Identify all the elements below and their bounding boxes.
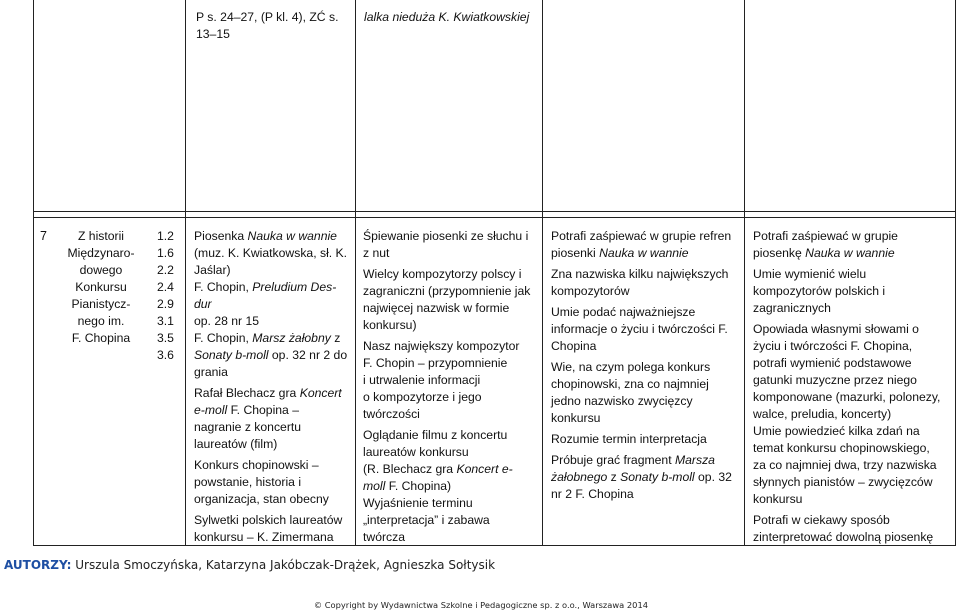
topic-line: Konkursu (75, 280, 127, 294)
text-line: zagraniczni (przypomnienie jak (363, 284, 531, 298)
text-line: (R. Blechacz gra Koncert e- (363, 462, 513, 476)
grid-line (955, 0, 956, 546)
requirement-item: Umie podać najważniejsze (551, 305, 696, 319)
prelude-entry: F. Chopin, Preludium Des- (194, 280, 337, 294)
text-line: grania (194, 365, 228, 379)
grid-line (33, 211, 956, 212)
authors-label: AUTORZY: (4, 558, 72, 572)
requirement-item: Wie, na czym polega konkurs (551, 360, 711, 374)
contest-entry: Konkurs chopinowski – (194, 458, 319, 472)
copyright-note: © Copyright by Wydawnictwa Szkolne i Pedagogiczne sp. z o.o., Warszawa 2014 (313, 600, 648, 610)
authors-line (4, 557, 495, 574)
march-entry: F. Chopin, Marsz żałobny z (194, 331, 341, 345)
text-line: życiu i twórczości F. Chopina, (753, 339, 913, 353)
text-line: i utrwalenie informacji (363, 373, 481, 387)
text-line: najwięcej nazwisk w formie (363, 301, 510, 315)
blechacz-entry: Rafał Blechacz gra Koncert (194, 386, 342, 400)
text-line: kompozytorów polskich i (753, 284, 886, 298)
extended-requirements (753, 228, 954, 546)
activity-composers: Wielcy kompozytorzy polscy i (363, 267, 522, 281)
text-line: „interpretacja” i zabawa (363, 513, 490, 527)
requirement-item: Próbuje grać fragment Marsza (551, 453, 715, 467)
text-line: twórcza (363, 530, 405, 544)
text-line: moll F. Chopina) (363, 479, 452, 493)
topic-line: nego im. (77, 314, 125, 328)
requirement-item: Potrafi zaśpiewać w grupie refren (551, 229, 732, 243)
basic-requirements (551, 228, 743, 503)
text-line: walce, preludia, koncerty) (753, 407, 892, 421)
activity-singing: Śpiewanie piosenki ze słuchu i (363, 229, 529, 243)
text-line: z nut (363, 246, 390, 260)
code: 2.2 (157, 263, 174, 277)
text-line: twórczości (363, 407, 420, 421)
song-entry: Piosenka Nauka w wannie (194, 229, 337, 243)
material-line: P s. 24–27, (P kl. 4), ZĆ s. (196, 10, 339, 24)
text-line: za co najmniej dwa, trzy nazwiska (753, 458, 937, 472)
code: 3.5 (157, 331, 174, 345)
text-line: konkursu – K. Zimermana (194, 530, 334, 544)
requirement-item: Umie powiedzieć kilka zdań na (753, 424, 920, 438)
text-line: potrafi wymienić podstawowe (753, 356, 912, 370)
topic-line: Pianistycz- (71, 297, 131, 311)
requirement-item: Umie wymienić wielu (753, 267, 867, 281)
text-line: komponowane (mazurki, polonezy, (753, 390, 941, 404)
lesson-topic (60, 228, 142, 347)
requirement-item: Rozumie termin interpretacja (551, 432, 707, 446)
requirement-item: Potrafi w ciekawy sposób (753, 513, 890, 527)
topic-line: F. Chopina (71, 331, 131, 345)
material-line: 13–15 (196, 27, 230, 41)
text-line: nagranie z koncertu (194, 420, 302, 434)
text-line: informacje o życiu i twórczości F. (551, 322, 728, 336)
text-line: laureatów (film) (194, 437, 278, 451)
text-line: laureatów konkursu (363, 445, 469, 459)
grid-line (185, 0, 186, 546)
text-line: powstanie, historia i (194, 475, 302, 489)
text-line: konkursu (551, 411, 601, 425)
curriculum-codes (157, 228, 183, 364)
lesson-activities (363, 228, 541, 546)
text-line: konkursu (753, 492, 803, 506)
text-line: chopinowski, zna co najmniej (551, 377, 709, 391)
text-line: żałobnego z Sonaty b-moll op. 32 (551, 470, 732, 484)
lesson-content (194, 228, 354, 546)
text-line: e-moll F. Chopina – (194, 403, 300, 417)
text-line: temat konkursu chopinowskiego, (753, 441, 930, 455)
top-row-material (196, 9, 346, 43)
text-line: organizacja, stan obecny (194, 492, 329, 506)
text-line: zagranicznych (753, 301, 831, 315)
lesson-number: 7 (40, 229, 47, 243)
text-line: Sonaty b-moll op. 32 nr 2 do (194, 348, 348, 362)
text-line: nr 2 F. Chopina (551, 487, 634, 501)
authors-names: Urszula Smoczyńska, Katarzyna Jakóbczak-Drążek, Agnieszka Sołtysik (71, 558, 496, 572)
text-line: o kompozytorze i jego (363, 390, 482, 404)
text-line: Chopina (551, 339, 597, 353)
requirement-item: Opowiada własnymi słowami o (753, 322, 919, 336)
grid-line (355, 0, 356, 546)
activity-greatest: Nasz największy kompozytor (363, 339, 520, 353)
text-line: kompozytorów (551, 284, 630, 298)
text-line: op. 28 nr 15 (194, 314, 260, 328)
text-line: jedno nazwisko zwycięzcy (551, 394, 693, 408)
code: 3.6 (157, 348, 174, 362)
song-title: lalka nieduża K. Kwiatkowskiej (364, 10, 530, 24)
code: 1.6 (157, 246, 174, 260)
requirement-item: Potrafi zaśpiewać w grupie (753, 229, 898, 243)
activity-film: Oglądanie filmu z koncertu (363, 428, 508, 442)
text-line: F. Chopin – przypomnienie (363, 356, 508, 370)
text-line: gatunki muzyczne przez niego (753, 373, 917, 387)
code: 3.1 (157, 314, 174, 328)
top-row-song (364, 9, 544, 26)
activity-term: Wyjaśnienie terminu (363, 496, 473, 510)
grid-line (542, 0, 543, 546)
text-line: piosenkę Nauka w wannie (753, 246, 895, 260)
grid-line (33, 0, 34, 546)
code: 2.9 (157, 297, 174, 311)
text-line: dur (194, 297, 212, 311)
text-line: zinterpretować dowolną piosenkę (753, 530, 934, 544)
topic-line: Międzynaro- (67, 246, 135, 260)
laureates-entry: Sylwetki polskich laureatów (194, 513, 343, 527)
text-line: (muz. K. Kwiatkowska, sł. K. (194, 246, 348, 260)
topic-line: Z historii (77, 229, 125, 243)
grid-line (744, 0, 745, 546)
text-line: piosenki Nauka w wannie (551, 246, 689, 260)
text-line: konkursu) (363, 318, 417, 332)
requirement-item: Zna nazwiska kilku największych (551, 267, 729, 281)
topic-line: dowego (79, 263, 123, 277)
text-line: Jaślar) (194, 263, 231, 277)
code: 1.2 (157, 229, 174, 243)
grid-line (33, 217, 956, 218)
code: 2.4 (157, 280, 174, 294)
text-line: słynnych pianistów – zwycięzców (753, 475, 933, 489)
